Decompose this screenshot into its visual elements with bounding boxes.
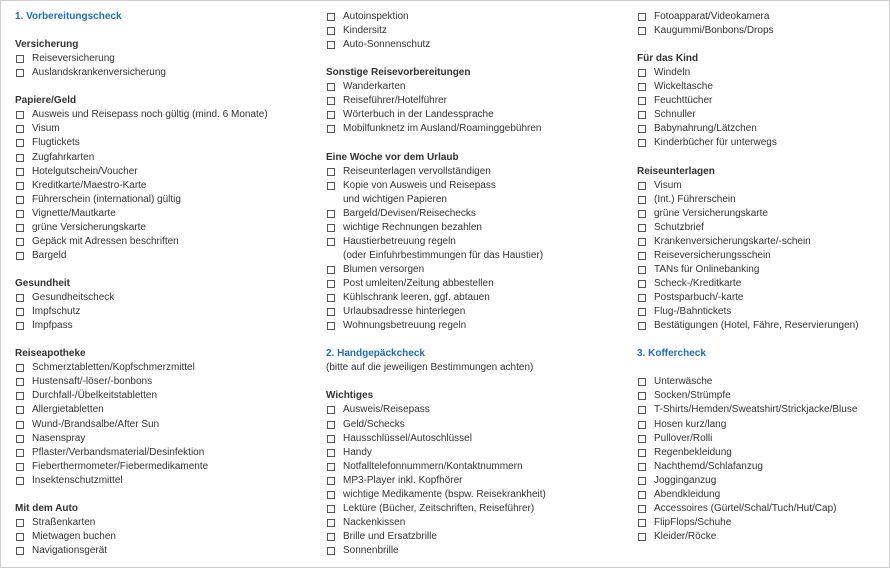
checklist-item-label: Unterwäsche — [654, 376, 713, 388]
checkbox[interactable] — [327, 449, 335, 457]
checklist-item — [637, 291, 744, 305]
checklist-item-label: Gesundheitscheck — [32, 292, 115, 303]
checkbox[interactable] — [638, 125, 646, 133]
checkbox[interactable] — [16, 69, 24, 77]
checkbox[interactable] — [327, 27, 335, 35]
checklist-item — [326, 38, 430, 52]
checkbox[interactable] — [16, 406, 24, 414]
checklist-item — [326, 179, 496, 193]
checkbox[interactable] — [327, 238, 335, 246]
checklist-item-label: Lektüre (Bücher, Zeitschriften, Reiseführer) — [343, 502, 535, 514]
checkbox[interactable] — [638, 308, 646, 316]
checkbox[interactable] — [16, 168, 24, 176]
checkbox[interactable] — [16, 533, 24, 541]
checklist-item-label: Mobilfunknetz im Ausland/Roaminggebühren — [343, 123, 542, 135]
checklist-item — [15, 432, 85, 446]
checkbox[interactable] — [16, 547, 24, 555]
checkbox[interactable] — [327, 13, 335, 21]
section-title: 3. Koffercheck — [637, 348, 706, 360]
checklist-item-label: TANs für Onlinebanking — [654, 263, 760, 275]
checklist-item — [326, 263, 424, 277]
checklist-item-label: Reiseversicherungsschein — [654, 249, 771, 261]
checklist-item — [637, 460, 763, 474]
checkbox[interactable] — [638, 378, 646, 386]
checklist-item — [15, 122, 60, 136]
checkbox[interactable] — [638, 533, 646, 541]
checklist-item — [15, 207, 116, 221]
checklist-item-label: Hotelgutschein/Voucher — [32, 165, 138, 177]
checklist-item-label: Autoinspektion — [343, 11, 409, 22]
checklist-item — [15, 418, 159, 432]
checklist-item — [637, 403, 857, 417]
checklist-item — [326, 291, 490, 305]
checkbox[interactable] — [16, 139, 24, 147]
checkbox[interactable] — [16, 435, 24, 443]
checklist-item — [637, 108, 696, 122]
checklist-item-label: Regenbekleidung — [654, 446, 732, 458]
checkbox[interactable] — [327, 519, 335, 527]
checklist-item-label: Allergietabletten — [32, 404, 104, 416]
checkbox[interactable] — [638, 449, 646, 457]
checklist-item — [15, 221, 146, 235]
checklist-item-label: Vignette/Mautkarte — [32, 207, 116, 219]
checklist-item-label: Wanderkarten — [343, 81, 406, 93]
checkbox[interactable] — [327, 477, 335, 485]
checklist-item — [326, 530, 437, 544]
checkbox[interactable] — [16, 463, 24, 471]
checklist-item-label: Windeln — [654, 67, 691, 79]
checklist-item-label: Blumen versorgen — [343, 263, 425, 275]
checkbox[interactable] — [16, 196, 24, 204]
checklist-item — [637, 305, 731, 319]
checkbox[interactable] — [16, 294, 24, 302]
checkbox[interactable] — [327, 406, 335, 414]
checklist-item-label: Notfalltelefonnummern/Kontaktnummern — [343, 460, 523, 472]
checklist-item — [637, 179, 682, 193]
category-heading: Wichtiges — [326, 390, 374, 402]
checklist-item-label: Nachthemd/Schlafanzug — [654, 460, 763, 472]
checklist-item — [326, 24, 387, 38]
checklist-item-label: Pflaster/Verbandsmaterial/Desinfektion — [32, 446, 205, 458]
checklist-item-label: Pullover/Rolli — [654, 432, 713, 444]
checkbox[interactable] — [327, 322, 335, 330]
checklist-item-label: Fieberthermometer/Fiebermedikamente — [32, 460, 209, 472]
checkbox[interactable] — [327, 547, 335, 555]
checkbox[interactable] — [638, 421, 646, 429]
checklist-item — [15, 165, 138, 179]
checklist-item — [326, 221, 482, 235]
checkbox[interactable] — [327, 210, 335, 218]
checklist-item — [637, 432, 712, 446]
checkbox[interactable] — [16, 308, 24, 316]
checklist-item-label: Kopie von Ausweis und Reisepass — [343, 179, 496, 191]
checklist-item — [326, 432, 472, 446]
checkbox[interactable] — [16, 210, 24, 218]
checklist-item — [15, 235, 179, 249]
checklist-item-continuation: (oder Einfuhrbestimmungen für das Haustier) — [343, 249, 544, 261]
checklist-item — [15, 319, 73, 333]
checklist-item-label: Kreditkarte/Maestro-Karte — [32, 179, 147, 191]
checklist-item-label: Kaugummi/Bonbons/Drops — [654, 25, 774, 37]
checklist-item — [326, 277, 494, 291]
checkbox[interactable] — [638, 224, 646, 232]
checklist-item-label: Reiseunterlagen vervollständigen — [343, 165, 491, 177]
checklist-item — [637, 235, 811, 249]
checklist-item-label: Kinderbücher für unterwegs — [654, 137, 777, 149]
checkbox[interactable] — [638, 435, 646, 443]
checkbox[interactable] — [327, 435, 335, 443]
checkbox[interactable] — [327, 491, 335, 499]
checklist-item-label: Socken/Strümpfe — [654, 390, 731, 402]
checklist-item-label: Wund-/Brandsalbe/After Sun — [32, 418, 160, 430]
checkbox[interactable] — [327, 168, 335, 176]
checkbox[interactable] — [638, 182, 646, 190]
checkbox[interactable] — [16, 449, 24, 457]
checkbox[interactable] — [327, 266, 335, 274]
checklist-item-label: Navigationsgerät — [32, 544, 108, 556]
category-heading: Sonstige Reisevorbereitungen — [326, 67, 471, 79]
checkbox[interactable] — [638, 491, 646, 499]
checkbox[interactable] — [16, 238, 24, 246]
checkbox[interactable] — [638, 13, 646, 21]
checkbox[interactable] — [638, 505, 646, 513]
checklist-item-label: Postsparbuch/-karte — [654, 292, 744, 303]
checklist-item-label: Führerschein (international) gültig — [32, 193, 181, 205]
checkbox[interactable] — [327, 421, 335, 429]
checkbox[interactable] — [327, 41, 335, 49]
checklist-item-label: Jogginganzug — [654, 474, 717, 486]
checkbox[interactable] — [638, 139, 646, 147]
checklist-item — [15, 474, 123, 488]
checkbox[interactable] — [327, 294, 335, 302]
checkbox[interactable] — [16, 378, 24, 386]
checklist-item-label: Zugfahrkarten — [32, 151, 95, 163]
category-heading: Reiseapotheke — [15, 348, 86, 360]
checklist-item — [326, 122, 541, 136]
checklist-item-label: Straßenkarten — [32, 516, 96, 528]
checklist-item-continuation: und wichtigen Papieren — [343, 193, 447, 205]
checkbox[interactable] — [638, 392, 646, 400]
checklist-item — [15, 193, 181, 207]
category-heading: Eine Woche vor dem Urlaub — [326, 151, 459, 163]
checklist-item-label: Hausschlüssel/Autoschlüssel — [343, 432, 472, 444]
checklist-item-label: Impfschutz — [32, 306, 81, 318]
checkbox[interactable] — [638, 210, 646, 218]
checklist-item-label: Bargeld — [32, 249, 67, 261]
checklist-item — [15, 151, 94, 165]
checklist-item — [326, 516, 405, 530]
checklist-item — [326, 235, 456, 249]
checklist-item-label: grüne Versicherungskarte — [654, 207, 768, 219]
checklist-item-label: Visum — [654, 179, 682, 191]
checklist-item — [637, 502, 836, 516]
checkbox[interactable] — [16, 252, 24, 260]
checkbox[interactable] — [638, 238, 646, 246]
checklist-item — [326, 544, 399, 558]
checklist-item — [326, 502, 534, 516]
checklist-item-label: Scheck-/Kreditkarte — [654, 277, 742, 289]
checklist-item-label: Wohnungsbetreuung regeln — [343, 320, 467, 332]
checklist-item-label: Schmerztabletten/Kopfschmerzmittel — [32, 362, 195, 374]
checklist-item — [15, 52, 115, 66]
checkbox[interactable] — [327, 97, 335, 105]
category-heading: Mit dem Auto — [15, 502, 78, 514]
checklist-item-label: Haustierbetreuung regeln — [343, 235, 456, 247]
checklist-item-label: grüne Versicherungskarte — [32, 221, 146, 233]
checkbox[interactable] — [16, 182, 24, 190]
checklist-item — [326, 108, 494, 122]
checklist-item — [15, 249, 66, 263]
checklist-item-label: Wörterbuch in der Landessprache — [343, 109, 494, 121]
checklist-item-label: Flugtickets — [32, 137, 80, 149]
checklist-item-label: Hustensaft/-löser/-bonbons — [32, 376, 153, 388]
checklist-item — [637, 10, 769, 24]
checklist-item — [15, 375, 152, 389]
checklist-item — [637, 94, 712, 108]
checkbox[interactable] — [327, 224, 335, 232]
checklist-item-label: Geld/Schecks — [343, 418, 405, 430]
checkbox[interactable] — [327, 505, 335, 513]
checkbox[interactable] — [638, 252, 646, 260]
checkbox[interactable] — [16, 224, 24, 232]
checklist-item — [637, 418, 726, 432]
checkbox[interactable] — [638, 111, 646, 119]
checkbox[interactable] — [16, 477, 24, 485]
checklist-item-label: Reiseführer/Hotelführer — [343, 95, 447, 107]
checklist-item-label: Ausweis/Reisepass — [343, 404, 430, 416]
checkbox[interactable] — [16, 154, 24, 162]
checklist-item-label: Accessoires (Gürtel/Schal/Tuch/Hut/Cap) — [654, 502, 837, 514]
checklist-item — [15, 179, 147, 193]
checkbox[interactable] — [16, 421, 24, 429]
checklist-item — [15, 530, 116, 544]
checklist-item — [326, 207, 476, 221]
checklist-item-label: Bargeld/Devisen/Reisechecks — [343, 207, 476, 219]
checklist-item-label: Schnuller — [654, 109, 696, 121]
checklist-item-label: Wickeltasche — [654, 81, 713, 93]
checklist-item-label: Auslandskrankenversicherung — [32, 67, 166, 79]
checklist-item — [637, 66, 690, 80]
checklist-item — [15, 291, 114, 305]
checkbox[interactable] — [16, 519, 24, 527]
checklist-item-label: Fotoapparat/Videokamera — [654, 11, 770, 22]
category-heading: Papiere/Geld — [15, 95, 77, 107]
checklist-item-label: Durchfall-/Übelkeitstabletten — [32, 390, 158, 402]
checklist-item — [326, 418, 405, 432]
checklist-item-label: Feuchttücher — [654, 95, 713, 107]
checklist-item — [15, 389, 157, 403]
checklist-item — [326, 403, 430, 417]
checklist-item-label: Nasenspray — [32, 432, 86, 444]
checklist-item-label: Handy — [343, 446, 372, 458]
checklist-item — [15, 108, 268, 122]
checkbox[interactable] — [327, 308, 335, 316]
checklist-item — [326, 165, 491, 179]
checkbox[interactable] — [327, 111, 335, 119]
checklist-item — [637, 488, 720, 502]
category-heading: Reiseunterlagen — [637, 165, 715, 177]
checklist-item-label: Sonnenbrille — [343, 544, 399, 556]
category-heading: Für das Kind — [637, 53, 699, 65]
checklist-item-label: Krankenversicherungskarte/-schein — [654, 235, 811, 247]
category-heading: Gesundheit — [15, 277, 71, 289]
checkbox[interactable] — [638, 322, 646, 330]
checklist-item-label: Auto-Sonnenschutz — [343, 39, 431, 51]
checklist-item-label: (Int.) Führerschein — [654, 193, 736, 205]
checkbox[interactable] — [638, 97, 646, 105]
checklist-item — [637, 193, 736, 207]
checklist-item-label: wichtige Rechnungen bezahlen — [343, 221, 482, 233]
checkbox[interactable] — [16, 55, 24, 63]
checklist-item-label: Ausweis und Reisepass noch gültig (mind. 6 Monate) — [32, 109, 268, 121]
checklist-item-label: Urlaubsadresse hinterlegen — [343, 306, 466, 318]
category-heading: Versicherung — [15, 39, 79, 51]
checklist-item — [326, 305, 465, 319]
checklist-item — [15, 544, 107, 558]
checklist-item — [637, 516, 731, 530]
checkbox[interactable] — [16, 392, 24, 400]
section-title: 2. Handgepäckcheck — [326, 348, 425, 360]
checklist-item-label: T-Shirts/Hemden/Sweatshirt/Strickjacke/Bluse — [654, 404, 858, 416]
checklist-item — [15, 446, 204, 460]
checklist-item-label: MP3-Player inkl. Kopfhörer — [343, 474, 463, 486]
checklist-item — [326, 446, 372, 460]
checklist-item-label: Reiseversicherung — [32, 53, 115, 65]
checklist-item-label: Mietwagen buchen — [32, 530, 116, 542]
checklist-item — [15, 66, 166, 80]
checklist-item — [326, 80, 405, 94]
checklist-item-label: Babynahrung/Lätzchen — [654, 123, 757, 135]
checklist-item — [15, 305, 80, 319]
checklist-item-label: Abendkleidung — [654, 488, 721, 500]
checklist-item-label: wichtige Medikamente (bspw. Reisekrankheit) — [343, 488, 546, 500]
section-title: 1. Vorbereitungscheck — [15, 11, 122, 22]
checkbox[interactable] — [327, 83, 335, 91]
checklist-item — [637, 24, 774, 38]
checklist-item — [637, 263, 759, 277]
checklist-item-label: Nackenkissen — [343, 516, 406, 528]
checklist-item — [637, 530, 716, 544]
checklist-item — [637, 122, 757, 136]
checkbox[interactable] — [638, 280, 646, 288]
checklist-item-label: Kindersitz — [343, 25, 387, 37]
checkbox[interactable] — [16, 111, 24, 119]
checkbox[interactable] — [16, 364, 24, 372]
checkbox[interactable] — [638, 83, 646, 91]
checklist-item — [637, 474, 716, 488]
checklist-item-label: Insektenschutzmittel — [32, 474, 123, 486]
checklist-item — [637, 375, 712, 389]
checklist-item — [637, 80, 713, 94]
checklist-item — [326, 94, 447, 108]
checkbox[interactable] — [327, 125, 335, 133]
checklist-item — [637, 389, 731, 403]
checklist-item — [326, 460, 523, 474]
checklist-item — [15, 516, 95, 530]
checklist-item — [326, 488, 546, 502]
checklist-item — [15, 403, 104, 417]
checklist-item-label: Visum — [32, 123, 60, 135]
checklist-item — [326, 319, 466, 333]
checklist-item — [637, 446, 732, 460]
checklist-item-label: Post umleiten/Zeitung abbestellen — [343, 277, 494, 289]
checklist-item-label: Kühlschrank leeren, ggf. abtauen — [343, 292, 490, 303]
checklist-item-label: Bestätigungen (Hotel, Fähre, Reservierungen) — [654, 320, 859, 332]
checkbox[interactable] — [638, 294, 646, 302]
checklist-item-label: Impfpass — [32, 320, 73, 332]
checklist-item — [637, 249, 771, 263]
checkbox[interactable] — [638, 477, 646, 485]
checkbox[interactable] — [16, 125, 24, 133]
checklist-item — [15, 136, 80, 150]
checklist-item — [637, 221, 704, 235]
checklist-item-label: Brille und Ersatzbrille — [343, 530, 437, 542]
checkbox[interactable] — [638, 463, 646, 471]
checklist-item-label: Hosen kurz/lang — [654, 418, 727, 430]
checklist-item — [15, 460, 208, 474]
checklist-item-label: Kleider/Röcke — [654, 530, 717, 542]
checklist-item — [637, 319, 859, 333]
checkbox[interactable] — [638, 406, 646, 414]
checkbox[interactable] — [327, 463, 335, 471]
checklist-item — [637, 277, 741, 291]
checkbox[interactable] — [638, 69, 646, 77]
checklist-item-label: FlipFlops/Schuhe — [654, 516, 732, 528]
checkbox[interactable] — [327, 533, 335, 541]
checklist-item — [326, 10, 409, 24]
checklist-item-label: Gepäck mit Adressen beschriften — [32, 235, 179, 247]
checkbox[interactable] — [327, 182, 335, 190]
checkbox[interactable] — [638, 196, 646, 204]
checklist-item — [326, 474, 463, 488]
checklist-item — [637, 207, 768, 221]
section-note: (bitte auf die jeweiligen Bestimmungen achten) — [326, 362, 534, 374]
checklist-item-label: Schutzbrief — [654, 221, 705, 233]
checkbox[interactable] — [638, 266, 646, 274]
checklist-item — [637, 136, 777, 150]
checklist-item — [15, 361, 195, 375]
checkbox[interactable] — [638, 519, 646, 527]
checklist-item-label: Flug-/Bahntickets — [654, 306, 732, 318]
checkbox[interactable] — [327, 280, 335, 288]
checkbox[interactable] — [16, 322, 24, 330]
checkbox[interactable] — [638, 27, 646, 35]
